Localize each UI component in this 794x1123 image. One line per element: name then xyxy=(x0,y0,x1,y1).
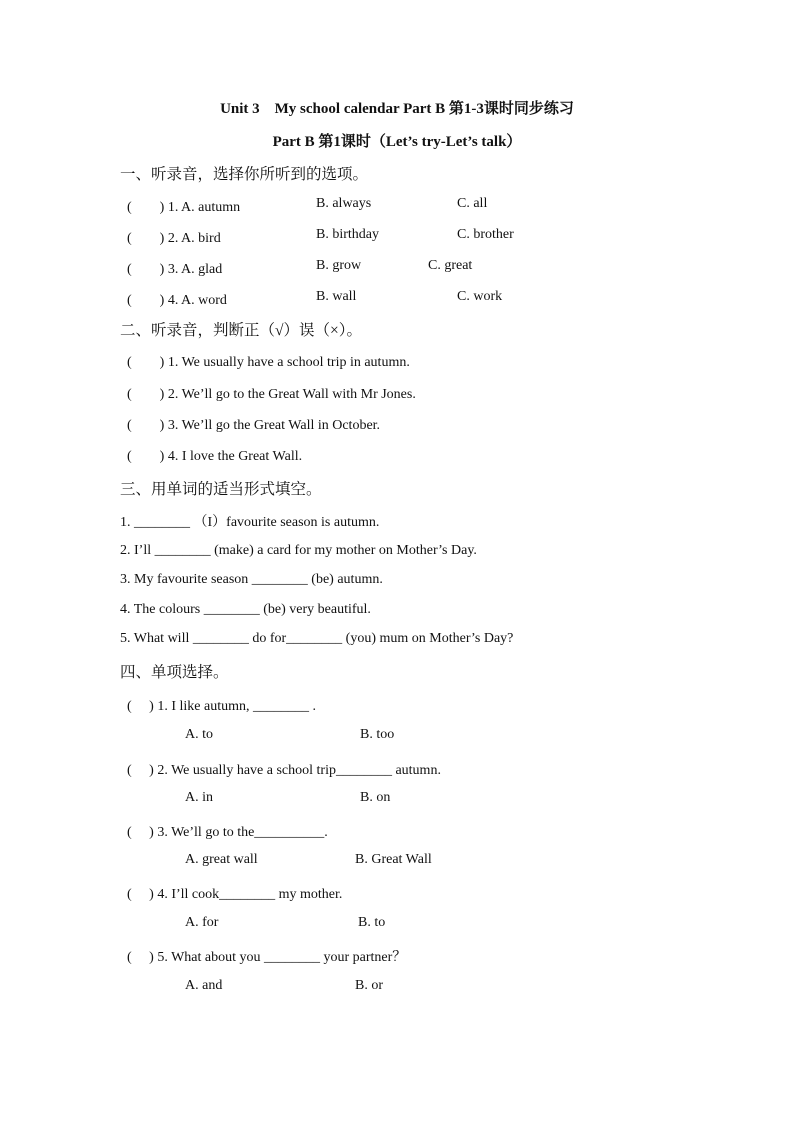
s1-q1-option-c: C. all xyxy=(457,196,488,211)
s2-statement-4: ( ) 4. I love the Great Wall. xyxy=(127,449,303,464)
section3-heading: 三、用单词的适当形式填空。 xyxy=(120,481,322,498)
s1-q3-option-c: C. great xyxy=(428,258,473,273)
s1-q1-option-b: B. always xyxy=(316,196,372,211)
s1-question-4: ( ) 4. A. word xyxy=(127,293,227,308)
s1-q3-option-b: B. grow xyxy=(316,258,362,273)
s4-q4-option-a: A. for xyxy=(185,915,219,930)
s3-blank-3: 3. My favourite season ________ (be) autumn. xyxy=(120,572,383,587)
s4-q3-option-a: A. great wall xyxy=(185,852,258,867)
s4-q2-option-a: A. in xyxy=(185,790,213,805)
s1-q4-option-b: B. wall xyxy=(316,289,357,304)
s1-q4-option-c: C. work xyxy=(457,289,503,304)
lesson-subtitle: Part B 第1课时（Let’s try-Let’s talk） xyxy=(272,134,522,150)
s1-q2-option-c: C. brother xyxy=(457,227,514,242)
s2-statement-2: ( ) 2. We’ll go to the Great Wall with Mr Jones. xyxy=(127,387,416,402)
s3-blank-2: 2. I’ll ________ (make) a card for my mother on Mother’s Day. xyxy=(120,543,477,558)
s3-blank-5: 5. What will ________ do for________ (you) mum on Mother’s Day? xyxy=(120,631,514,646)
s1-question-3: ( ) 3. A. glad xyxy=(127,262,223,277)
s4-q1-option-b: B. too xyxy=(360,727,395,742)
s2-statement-1: ( ) 1. We usually have a school trip in autumn. xyxy=(127,355,410,370)
section1-heading: 一、听录音，选择你所听到的选项。 xyxy=(120,166,369,183)
s4-question-5: ( ) 5. What about you ________ your partner？ xyxy=(127,950,407,965)
s4-q1-option-a: A. to xyxy=(185,727,213,742)
s4-question-3: ( ) 3. We’ll go to the__________. xyxy=(127,825,328,840)
s4-question-1: ( ) 1. I like autumn, ________ . xyxy=(127,699,316,714)
s1-question-1: ( ) 1. A. autumn xyxy=(127,200,241,215)
worksheet-title: Unit 3 My school calendar Part B 第1-3课时同步练习 xyxy=(220,101,574,117)
s4-question-2: ( ) 2. We usually have a school trip________ autumn. xyxy=(127,763,441,778)
s4-question-4: ( ) 4. I’ll cook________ my mother. xyxy=(127,887,343,902)
s4-q4-option-b: B. to xyxy=(358,915,386,930)
s1-question-2: ( ) 2. A. bird xyxy=(127,231,221,246)
s4-q2-option-b: B. on xyxy=(360,790,391,805)
s3-blank-4: 4. The colours ________ (be) very beautiful. xyxy=(120,602,371,617)
s3-blank-1: 1. ________ （I）favourite season is autumn. xyxy=(120,515,380,530)
section2-heading: 二、听录音，判断正（√）误（×）。 xyxy=(120,322,362,339)
s4-q3-option-b: B. Great Wall xyxy=(355,852,432,867)
s4-q5-option-b: B. or xyxy=(355,978,383,993)
section4-heading: 四、单项选择。 xyxy=(120,664,229,681)
s2-statement-3: ( ) 3. We’ll go the Great Wall in October. xyxy=(127,418,381,433)
s4-q5-option-a: A. and xyxy=(185,978,223,993)
s1-q2-option-b: B. birthday xyxy=(316,227,379,242)
